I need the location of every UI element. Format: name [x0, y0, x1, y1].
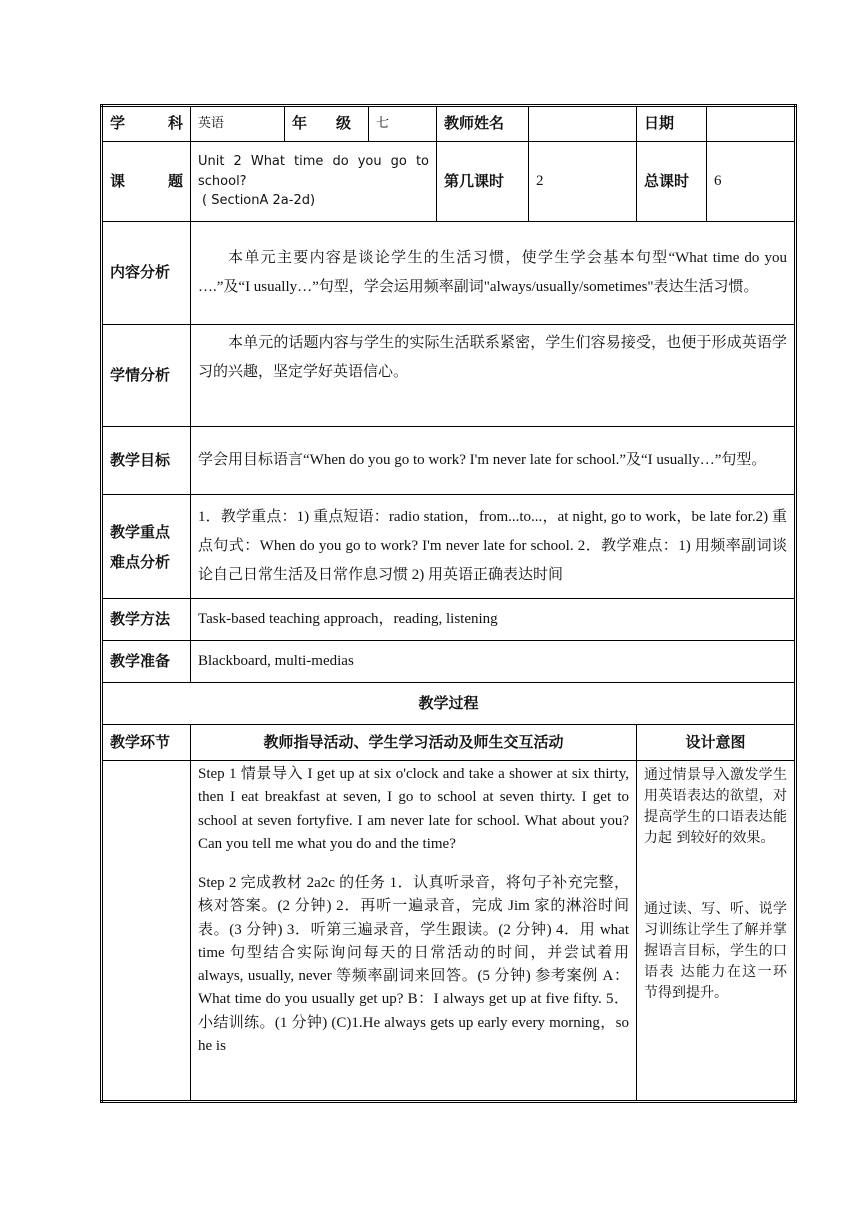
- design-column-header: 设计意图: [637, 725, 796, 761]
- step1-text: Step 1 情景导入 I get up at six o'clock and take a shower at six thirty, then I eat breakfast at seven, I go to school at seven thirty. I get to school at seven fortyfive. I am never late for school. What about you? Can you tell me what you do and the time?: [198, 766, 629, 852]
- lesson-title: Unit 2 What time do you go to school? ( SectionA 2a-2d): [191, 142, 437, 222]
- objectives-text: 学会用目标语言“When do you go to work? I'm never late for school.”及“I usually…”句型。: [191, 427, 796, 495]
- key-points-label: 教学重点 难点分析: [102, 495, 191, 599]
- subject-label: 学 科: [102, 106, 191, 142]
- lesson-row: [102, 142, 796, 222]
- design-cell: [637, 761, 796, 1102]
- design-intent-2: 通过读、写、听、说学习训练让学生了解并掌握语言目标，学生的口语表 达能力在这一环节得到提升。: [644, 901, 787, 1001]
- learner-analysis-label: 学情分析: [102, 325, 191, 427]
- lesson-label: 课 题: [102, 142, 191, 222]
- date-value: [707, 106, 796, 142]
- stage-column-header: 教学环节: [102, 725, 191, 761]
- method-text: Task-based teaching approach，reading, listening: [191, 599, 796, 641]
- period-value: 2: [529, 142, 637, 222]
- key-points-text: 1．教学重点：1) 重点短语：radio station，from...to...，at night, go to work，be late for.2) 重点句式：When do you go to work? I'm never late for school. 2．教学难点：1) 用频率副词谈论自己日常生活及日常作息习惯 2) 用英语正确表达时间: [191, 495, 796, 599]
- key-points-row: [102, 495, 796, 599]
- method-row: [102, 599, 796, 641]
- learner-analysis-row: [102, 325, 796, 427]
- lesson-plan-page: [100, 104, 794, 1103]
- process-header-row: [102, 725, 796, 761]
- total-periods-value: 6: [707, 142, 796, 222]
- method-label: 教学方法: [102, 599, 191, 641]
- process-title-row: [102, 683, 796, 725]
- step2-text: Step 2 完成教材 2a2c 的任务 1．认真听录音，将句子补充完整，核对答案。(2 分钟) 2．再听一遍录音，完成 Jim 家的淋浴时间表。(3 分钟) 3．听第三遍录音，学生跟读。(2 分钟) 4．用 what time 句型结合实际询问每天的日常活动的时间，并尝试着用 always, usually, never 等频率副词来回答。(5 分钟) 参考案例 A：What time do you usually get up? B：I always get up at five fifty. 5．小结训练。(1 分钟) (C)1.He always gets up early every morning，so he is: [198, 875, 629, 1054]
- content-analysis-text: 本单元主要内容是谈论学生的生活习惯，使学生学会基本句型“What time do you ….”及“I usually…”句型，学会运用频率副词"always/usually/sometimes"表达生活习惯。: [191, 222, 796, 325]
- activity-column-header: 教师指导活动、学生学习活动及师生交互活动: [191, 725, 637, 761]
- process-body-row: [102, 761, 796, 1102]
- lesson-plan-table: [100, 104, 797, 1103]
- teacher-value: [529, 106, 637, 142]
- date-label: 日期: [637, 106, 707, 142]
- content-analysis-label: 内容分析: [102, 222, 191, 325]
- objectives-label: 教学目标: [102, 427, 191, 495]
- grade-value: 七: [369, 106, 437, 142]
- preparation-row: [102, 641, 796, 683]
- process-title: 教学过程: [102, 683, 796, 725]
- learner-analysis-text: 本单元的话题内容与学生的实际生活联系紧密，学生们容易接受，也便于形成英语学习的兴趣，坚定学好英语信心。: [191, 325, 796, 427]
- header-row: [102, 106, 796, 142]
- design-intent-1: 通过情景导入激发学生用英语表达的欲望，对提高学生的口语表达能力起 到较好的效果。: [644, 767, 787, 846]
- preparation-label: 教学准备: [102, 641, 191, 683]
- subject-value: 英语: [191, 106, 285, 142]
- stage-cell: [102, 761, 191, 1102]
- objectives-row: [102, 427, 796, 495]
- grade-label: 年 级: [285, 106, 369, 142]
- period-label: 第几课时: [437, 142, 529, 222]
- preparation-text: Blackboard, multi-medias: [191, 641, 796, 683]
- content-analysis-row: [102, 222, 796, 325]
- teacher-label: 教师姓名: [437, 106, 529, 142]
- total-periods-label: 总课时: [637, 142, 707, 222]
- activity-cell: [191, 761, 637, 1102]
